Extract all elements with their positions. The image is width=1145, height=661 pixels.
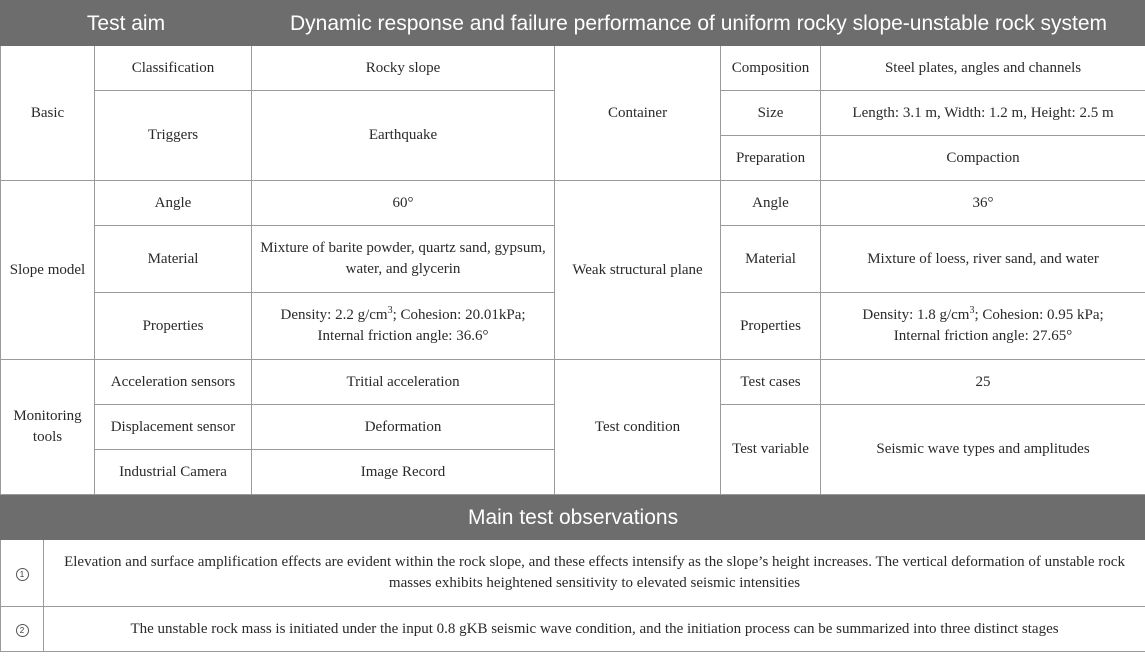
displacement-sensor-label: Displacement sensor — [95, 405, 252, 450]
classification-value: Rocky slope — [252, 46, 555, 91]
container-group-label: Container — [555, 46, 721, 181]
classification-label: Classification — [95, 46, 252, 91]
plane-angle-label: Angle — [721, 181, 821, 226]
observation-marker-cell — [1, 607, 44, 652]
test-cases-value: 25 — [821, 360, 1145, 405]
slope-material-value: Mixture of barite powder, quartz sand, gypsum, water, and glycerin — [252, 226, 555, 293]
plane-properties-value — [821, 293, 1145, 360]
slope-cohesion-text: ; Cohesion: 20.01kPa; — [392, 307, 526, 323]
test-aim-label: Test aim — [1, 1, 252, 46]
preparation-value: Compaction — [821, 136, 1145, 181]
industrial-camera-label: Industrial Camera — [95, 450, 252, 495]
slope-properties-value — [252, 293, 555, 360]
plane-properties-label: Properties — [721, 293, 821, 360]
slope-model-group-label: Slope model — [1, 181, 95, 360]
preparation-label: Preparation — [721, 136, 821, 181]
plane-cohesion-text: ; Cohesion: 0.95 kPa; — [974, 307, 1104, 323]
slope-density-text: Density: 2.2 g/cm — [280, 307, 388, 323]
basic-group-label: Basic — [1, 46, 95, 181]
plane-angle-value: 36° — [821, 181, 1145, 226]
triggers-value: Earthquake — [252, 91, 555, 181]
slope-angle-label: Angle — [95, 181, 252, 226]
observations-title: Main test observations — [1, 495, 1145, 540]
acceleration-sensors-label: Acceleration sensors — [95, 360, 252, 405]
circled-number-icon: 2 — [16, 624, 29, 637]
slope-friction-text: Internal friction angle: 36.6° — [317, 328, 489, 344]
displacement-sensor-value: Deformation — [252, 405, 555, 450]
test-variable-value: Seismic wave types and amplitudes — [821, 405, 1145, 495]
composition-label: Composition — [721, 46, 821, 91]
industrial-camera-value: Image Record — [252, 450, 555, 495]
plane-material-label: Material — [721, 226, 821, 293]
weak-plane-group-label: Weak structural plane — [555, 181, 721, 360]
test-variable-label: Test variable — [721, 405, 821, 495]
observation-marker-cell — [1, 540, 44, 607]
monitoring-group-label: Monitoring tools — [1, 360, 95, 495]
composition-value: Steel plates, angles and channels — [821, 46, 1145, 91]
test-aim-value: Dynamic response and failure performance of uniform rocky slope-unstable rock system — [252, 1, 1145, 46]
slope-properties-label: Properties — [95, 293, 252, 360]
observation-text: Elevation and surface amplification effects are evident within the rock slope, and these effects intensify as the slope’s height increases. The vertical deformation of unstable rock masses exhibits heightened sensitivity to elevated seismic intensities — [44, 540, 1145, 607]
slope-material-label: Material — [95, 226, 252, 293]
acceleration-sensors-value: Tritial acceleration — [252, 360, 555, 405]
circled-number-icon: 1 — [16, 568, 29, 581]
plane-friction-text: Internal friction angle: 27.65° — [893, 328, 1073, 344]
size-value: Length: 3.1 m, Width: 1.2 m, Height: 2.5 m — [821, 91, 1145, 136]
slope-density-exponent: 3 — [387, 305, 393, 316]
triggers-label: Triggers — [95, 91, 252, 181]
test-condition-group-label: Test condition — [555, 360, 721, 495]
test-cases-label: Test cases — [721, 360, 821, 405]
size-label: Size — [721, 91, 821, 136]
plane-density-text: Density: 1.8 g/cm — [862, 307, 970, 323]
slope-angle-value: 60° — [252, 181, 555, 226]
observation-text: The unstable rock mass is initiated under the input 0.8 gKB seismic wave condition, and the initiation process can be summarized into three distinct stages — [44, 607, 1145, 652]
plane-material-value: Mixture of loess, river sand, and water — [821, 226, 1145, 293]
plane-density-exponent: 3 — [969, 305, 975, 316]
